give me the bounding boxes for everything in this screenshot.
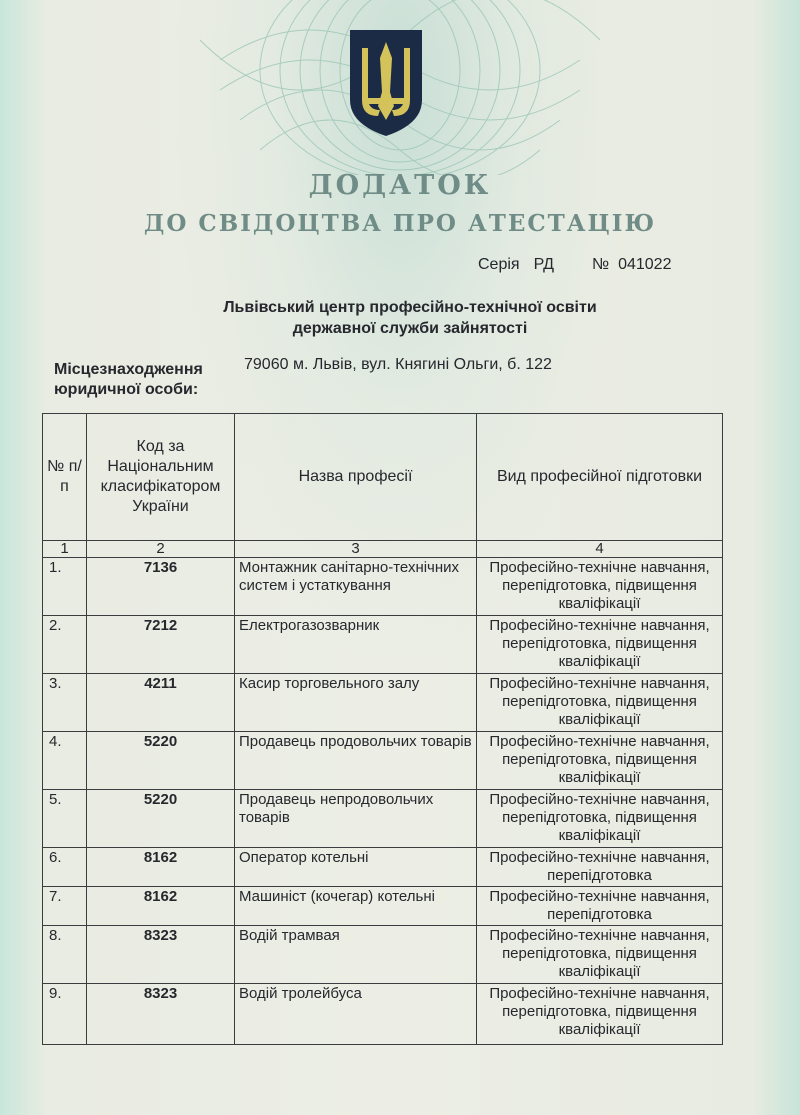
table-row: [43, 984, 723, 1045]
row-code: 4211: [87, 674, 235, 732]
professions-table: [42, 413, 723, 1045]
certificate-number: 041022: [618, 256, 672, 273]
row-code: 7212: [87, 616, 235, 674]
table-row: [43, 558, 723, 616]
document-subtitle: ДО СВІДОЦТВА ПРО АТЕСТАЦІЮ: [143, 210, 657, 237]
row-code: 8162: [87, 848, 235, 887]
row-code: 8162: [87, 887, 235, 926]
header-number: № п/п: [43, 414, 87, 541]
document-title: ДОДАТОК: [308, 170, 492, 201]
row-profession: Водій трамвая: [235, 926, 477, 984]
header-code: Код за Національним класифікатором України: [87, 414, 235, 541]
row-code: 8323: [87, 926, 235, 984]
table-row: [43, 848, 723, 887]
column-number: 2: [87, 541, 235, 558]
location-label-line-2: юридичної особи:: [54, 381, 199, 398]
row-code: 5220: [87, 732, 235, 790]
row-profession: Електрогазозварник: [235, 616, 477, 674]
column-number: 1: [43, 541, 87, 558]
row-training-type: Професійно-технічне навчання, перепідготовка, підвищення кваліфікації: [477, 984, 723, 1045]
table-row: [43, 926, 723, 984]
row-number: 6.: [43, 848, 87, 887]
table-row: [43, 674, 723, 732]
row-profession: Водій тролейбуса: [235, 984, 477, 1045]
row-training-type: Професійно-технічне навчання, перепідготовка: [477, 887, 723, 926]
header-training-type: Вид професійної підготовки: [477, 414, 723, 541]
row-number: 1.: [43, 558, 87, 616]
row-number: 4.: [43, 732, 87, 790]
row-training-type: Професійно-технічне навчання, перепідготовка, підвищення кваліфікації: [477, 732, 723, 790]
row-training-type: Професійно-технічне навчання, перепідготовка, підвищення кваліфікації: [477, 558, 723, 616]
table-row: [43, 887, 723, 926]
row-number: 8.: [43, 926, 87, 984]
series-line: [478, 256, 671, 274]
location-label-line-1: Місцезнаходження: [54, 361, 203, 378]
number-label: №: [592, 256, 610, 273]
header-profession: Назва професії: [235, 414, 477, 541]
row-number: 3.: [43, 674, 87, 732]
row-profession: Продавець непродовольчих товарів: [235, 790, 477, 848]
series-label: Серія: [478, 256, 520, 273]
row-code: 8323: [87, 984, 235, 1045]
row-code: 7136: [87, 558, 235, 616]
column-number-row: [43, 541, 723, 558]
row-number: 9.: [43, 984, 87, 1045]
table-row: [43, 790, 723, 848]
row-number: 7.: [43, 887, 87, 926]
trident-emblem: [346, 28, 426, 138]
row-training-type: Професійно-технічне навчання, перепідготовка: [477, 848, 723, 887]
location-label: [54, 360, 234, 400]
row-profession: Продавець продовольчих товарів: [235, 732, 477, 790]
row-profession: Касир торговельного залу: [235, 674, 477, 732]
column-number: 4: [477, 541, 723, 558]
table-header-row: [43, 414, 723, 541]
row-number: 5.: [43, 790, 87, 848]
row-profession: Монтажник санітарно-технічних систем і устаткування: [235, 558, 477, 616]
location-address: 79060 м. Львів, вул. Княгині Ольги, б. 122: [244, 356, 552, 373]
row-training-type: Професійно-технічне навчання, перепідготовка, підвищення кваліфікації: [477, 674, 723, 732]
row-training-type: Професійно-технічне навчання, перепідготовка, підвищення кваліфікації: [477, 926, 723, 984]
row-profession: Оператор котельні: [235, 848, 477, 887]
table-row: [43, 732, 723, 790]
row-training-type: Професійно-технічне навчання, перепідготовка, підвищення кваліфікації: [477, 616, 723, 674]
table-row: [43, 616, 723, 674]
series-value: РД: [533, 256, 555, 273]
row-number: 2.: [43, 616, 87, 674]
column-number: 3: [235, 541, 477, 558]
row-code: 5220: [87, 790, 235, 848]
row-profession: Машиніст (кочегар) котельні: [235, 887, 477, 926]
row-training-type: Професійно-технічне навчання, перепідготовка, підвищення кваліфікації: [477, 790, 723, 848]
organization-name: [0, 297, 800, 339]
organization-line-1: Львівський центр професійно-технічної освіти: [223, 299, 597, 316]
organization-line-2: державної служби зайнятості: [292, 320, 528, 337]
